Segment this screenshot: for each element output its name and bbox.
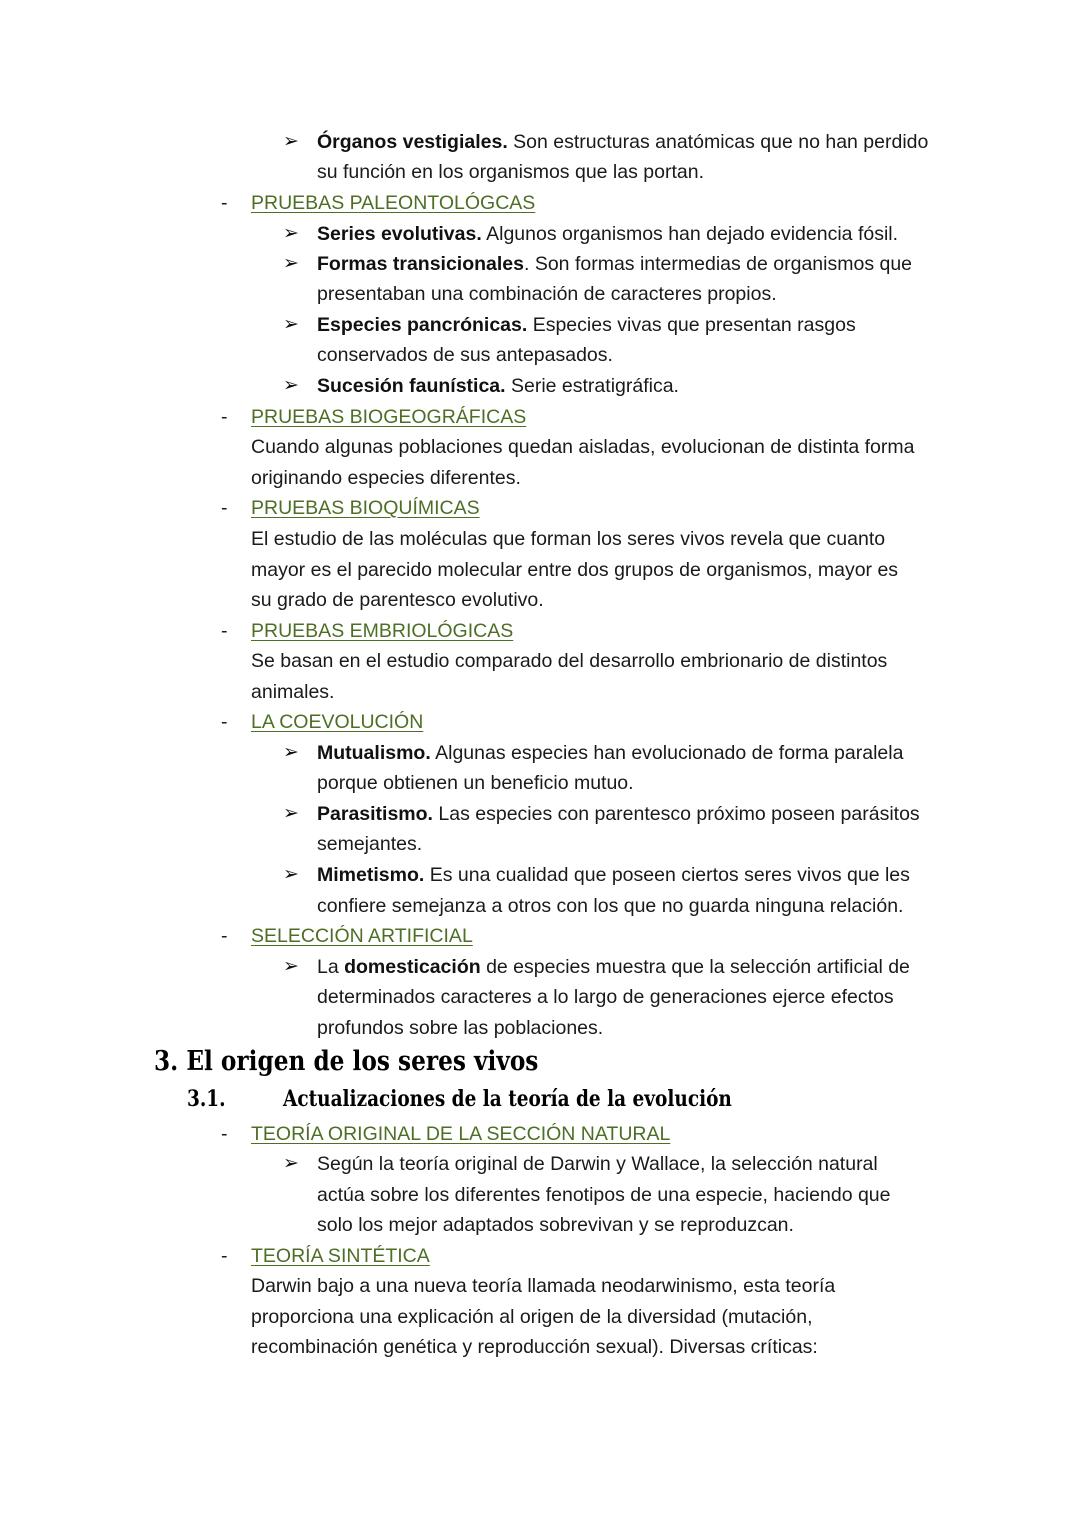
text-embrio-1: Se basan en el estudio comparado del desarrollo embrionario de distintos [251, 650, 888, 672]
text-original-3: solo los mejor adaptados sobrevivan y se reproduzcan. [317, 1214, 794, 1236]
text-parasitismo-2: semejantes. [317, 833, 423, 855]
term-vestigiales: Órganos vestigiales. [317, 131, 508, 153]
text-formas-2: presentaban una combinación de caracteres propios. [317, 283, 777, 305]
text-domesticacion-pre: La [317, 956, 345, 978]
text-pancronicas-1: Especies vivas que presentan rasgos [527, 314, 856, 336]
list-item-sucesion [317, 371, 679, 401]
heading-seleccion-artificial: SELECCIÓN ARTIFICIAL [251, 925, 473, 947]
list-item-series [317, 219, 898, 249]
list-item-vestigiales [317, 127, 928, 157]
text-domesticacion-1: de especies muestra que la selección artificial de [480, 956, 910, 978]
term-mimetismo: Mimetismo. [317, 864, 425, 886]
text-pancronicas-2: conservados de sus antepasados. [317, 344, 613, 366]
term-pancronicas: Especies pancrónicas. [317, 314, 528, 336]
heading-biogeograficas: PRUEBAS BIOGEOGRÁFICAS [251, 406, 527, 428]
heading-bioquimicas: PRUEBAS BIOQUÍMICAS [251, 497, 480, 519]
subsection-title: Actualizaciones de la teoría de la evolución [283, 1086, 732, 1112]
text-domesticacion-3: profundos sobre las poblaciones. [317, 1017, 604, 1039]
arrow-bullet-icon: ➢ [283, 253, 299, 274]
dash-bullet: - [221, 620, 228, 642]
heading-teoria-sintetica: TEORÍA SINTÉTICA [251, 1245, 430, 1267]
arrow-bullet-icon: ➢ [283, 742, 299, 763]
list-item-mutualismo [317, 738, 903, 768]
text-sintetica-2: proporciona una explicación al origen de la diversidad (mutación, [251, 1306, 813, 1328]
subsection-number: 3.1. [187, 1086, 226, 1112]
text-embrio-2: animales. [251, 681, 335, 703]
text-domesticacion-2: determinados caracteres a lo largo de generaciones ejerce efectos [317, 986, 894, 1008]
term-series: Series evolutivas. [317, 223, 482, 245]
heading-coevolucion: LA COEVOLUCIÓN [251, 711, 424, 733]
list-item-mimetismo [317, 860, 910, 890]
term-domesticacion: domesticación [344, 956, 481, 978]
arrow-bullet-icon: ➢ [283, 803, 299, 824]
arrow-bullet-icon: ➢ [283, 223, 299, 244]
section-number: 3. [154, 1046, 179, 1077]
dash-bullet: - [221, 497, 228, 519]
arrow-bullet-icon: ➢ [283, 1153, 299, 1174]
text-parasitismo-1: Las especies con parentesco próximo poseen parásitos [432, 803, 920, 825]
text-mutualismo-1: Algunas especies han evolucionado de forma paralela [430, 742, 904, 764]
arrow-bullet-icon: ➢ [283, 375, 299, 396]
dash-bullet: - [221, 406, 228, 428]
heading-teoria-original: TEORÍA ORIGINAL DE LA SECCIÓN NATURAL [251, 1123, 671, 1145]
list-item-formas [317, 249, 912, 279]
section-title: El origen de los seres vivos [186, 1046, 539, 1077]
text-biogeo-1: Cuando algunas poblaciones quedan aisladas, evolucionan de distinta forma [251, 436, 915, 458]
term-formas: Formas transicionales [317, 253, 524, 275]
arrow-bullet-icon: ➢ [283, 131, 299, 152]
arrow-bullet-icon: ➢ [283, 956, 299, 977]
list-item-domesticacion [317, 952, 910, 982]
text-bioquim-2: mayor es el parecido molecular entre dos grupos de organismos, mayor es [251, 559, 899, 581]
text-sucesion: Serie estratigráfica. [505, 375, 679, 397]
arrow-bullet-icon: ➢ [283, 864, 299, 885]
term-sucesion: Sucesión faunística. [317, 375, 506, 397]
text-original-2: actúa sobre los diferentes fenotipos de una especie, haciendo que [317, 1184, 891, 1206]
text-biogeo-2: originando especies diferentes. [251, 467, 521, 489]
dash-bullet: - [221, 192, 228, 214]
dash-bullet: - [221, 1123, 228, 1145]
dash-bullet: - [221, 925, 228, 947]
text-bioquim-1: El estudio de las moléculas que forman los seres vivos revela que cuanto [251, 528, 886, 550]
section-heading [154, 1044, 538, 1080]
dash-bullet: - [221, 1245, 228, 1267]
text-mimetismo-2: confiere semejanza a otros con los que no guarda ninguna relación. [317, 895, 904, 917]
arrow-bullet-icon: ➢ [283, 314, 299, 335]
text-formas-1: . Son formas intermedias de organismos que [524, 253, 913, 275]
list-item-pancronicas [317, 310, 856, 340]
term-parasitismo: Parasitismo. [317, 803, 433, 825]
text-mimetismo-1: Es una cualidad que poseen ciertos seres vivos que les [424, 864, 910, 886]
text-series: Algunos organismos han dejado evidencia fósil. [481, 223, 899, 245]
text-vestigiales-2: su función en los organismos que las portan. [317, 161, 704, 183]
text-vestigiales-1: Son estructuras anatómicas que no han perdido [507, 131, 929, 153]
list-item-parasitismo [317, 799, 920, 829]
heading-paleontologicas: PRUEBAS PALEONTOLÓGCAS [251, 192, 536, 214]
heading-embriologicas: PRUEBAS EMBRIOLÓGICAS [251, 620, 514, 642]
text-sintetica-1: Darwin bajo a una nueva teoría llamada neodarwinismo, esta teoría [251, 1275, 836, 1297]
term-mutualismo: Mutualismo. [317, 742, 431, 764]
text-mutualismo-2: porque obtienen un beneficio mutuo. [317, 772, 634, 794]
dash-bullet: - [221, 711, 228, 733]
text-bioquim-3: su grado de parentesco evolutivo. [251, 589, 544, 611]
text-original-1: Según la teoría original de Darwin y Wallace, la selección natural [317, 1153, 878, 1175]
text-sintetica-3: recombinación genética y reproducción sexual). Diversas críticas: [251, 1336, 818, 1358]
